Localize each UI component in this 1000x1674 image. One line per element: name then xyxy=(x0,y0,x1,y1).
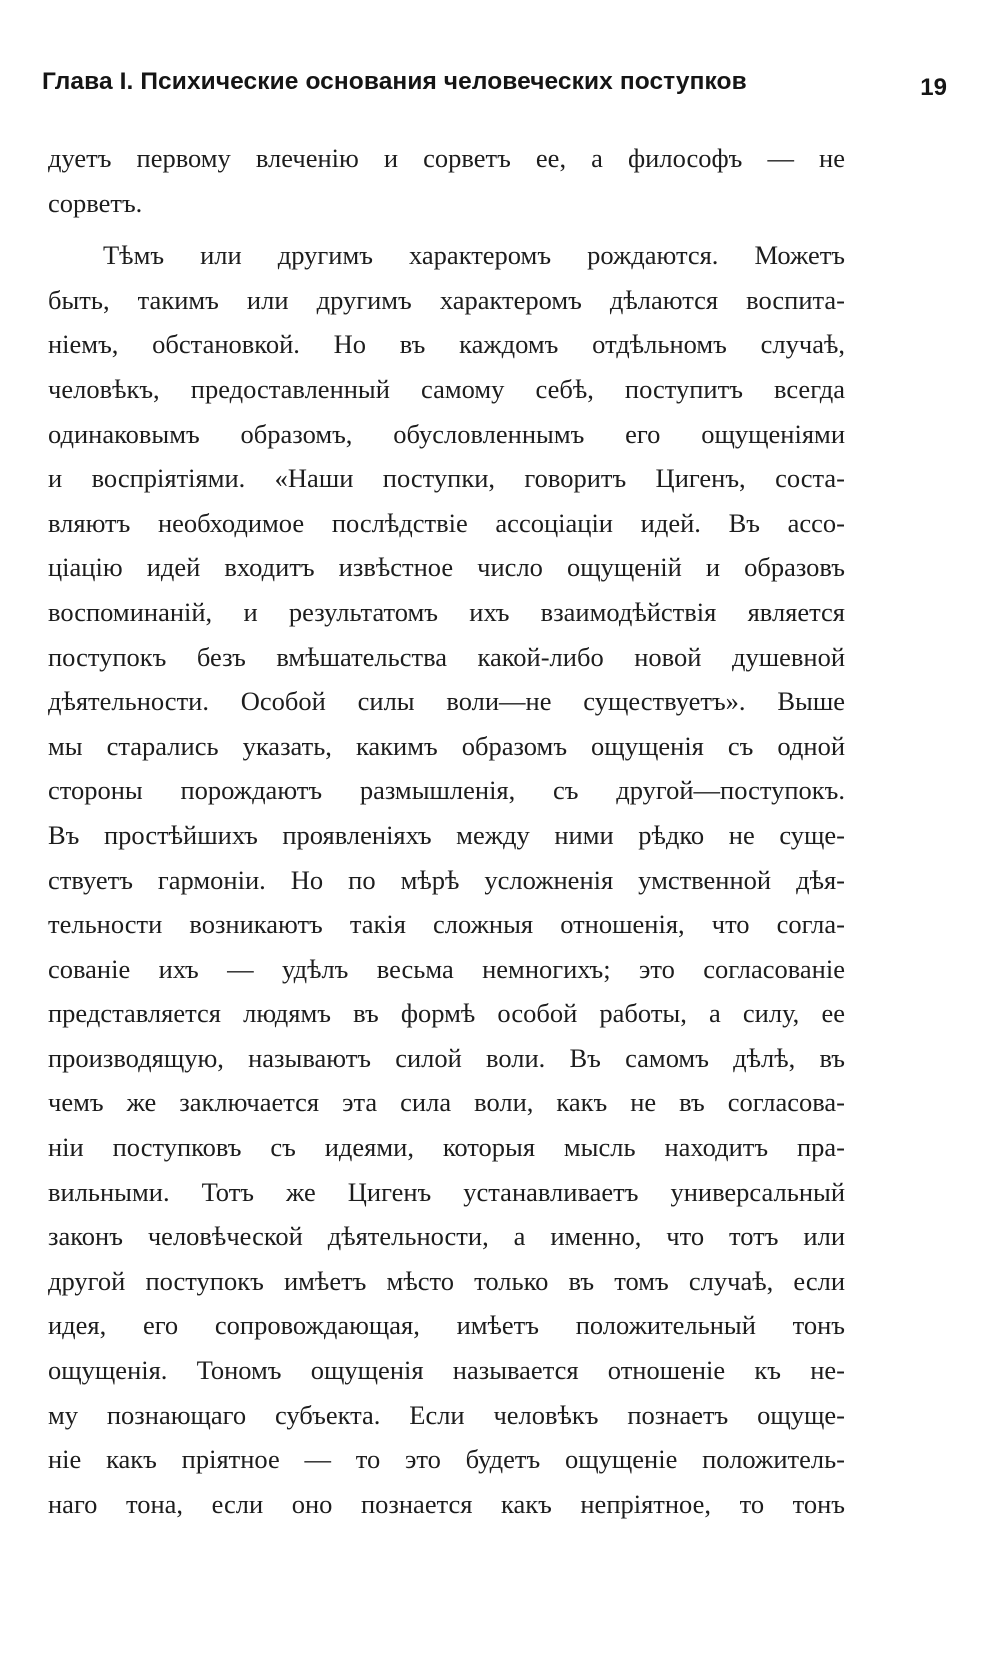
text-line: ніемъ, обстановкой. Но въ каждомъ отдѣльномъ случаѣ, xyxy=(48,329,845,360)
text-line: ніи поступковъ съ идеями, которыя мысль находитъ пра- xyxy=(48,1132,845,1163)
text-line: представляется людямъ въ формѣ особой работы, а силу, ее xyxy=(48,998,845,1029)
text-line: ніе какъ пріятное — то это будетъ ощущеніе положитель- xyxy=(48,1444,845,1475)
text-line: ощущенія. Тономъ ощущенія называется отношеніе къ не- xyxy=(48,1355,845,1386)
text-line: му познающаго субъекта. Если человѣкъ познаетъ ощуще- xyxy=(48,1399,845,1430)
running-header xyxy=(42,68,947,108)
text-line: мы старались указать, какимъ образомъ ощущенія съ одной xyxy=(48,730,845,761)
text-line: ціацію идей входитъ извѣстное число ощущеній и образовъ xyxy=(48,552,845,583)
chapter-title: Глава I. Психические основания человеческих поступков xyxy=(42,68,747,95)
text-line: дуетъ первому влеченію и сорветъ ее, а философъ — не xyxy=(48,143,845,173)
text-line: производящую, называютъ силой воли. Въ самомъ дѣлѣ, въ xyxy=(48,1042,845,1073)
paragraph xyxy=(48,136,845,225)
text-line: вляютъ необходимое послѣдствіе ассоціаціи идей. Въ ассо- xyxy=(48,507,845,538)
text-line: тельности возникаютъ такія сложныя отношенія, что согла- xyxy=(48,909,845,940)
text-line: сованіе ихъ — удѣлъ весьма немногихъ; это согласованіе xyxy=(48,953,845,984)
text-line: Въ простѣйшихъ проявленіяхъ между ними рѣдко не суще- xyxy=(48,819,845,850)
text-line: поступокъ безъ вмѣшательства какой-либо новой душевной xyxy=(48,641,845,672)
text-line: воспоминаній, и результатомъ ихъ взаимодѣйствія является xyxy=(48,596,845,627)
text-line: Тѣмъ или другимъ характеромъ рождаются. Можетъ xyxy=(103,240,845,271)
text-line: быть, такимъ или другимъ характеромъ дѣлаются воспита- xyxy=(48,284,845,315)
text-line: идея, его сопровождающая, имѣетъ положительный тонъ xyxy=(48,1310,845,1341)
text-line: наго тона, если оно познается какъ непріятное, то тонъ xyxy=(48,1488,845,1519)
paragraph xyxy=(48,233,845,1526)
text-line: одинаковымъ образомъ, обусловленнымъ его ощущеніями xyxy=(48,418,845,449)
page-number: 19 xyxy=(920,74,947,101)
text-line: человѣкъ, предоставленный самому себѣ, поступитъ всегда xyxy=(48,373,845,404)
text-line: чемъ же заключается эта сила воли, какъ не въ согласова- xyxy=(48,1087,845,1118)
text-line: другой поступокъ имѣетъ мѣсто только въ томъ случаѣ, если xyxy=(48,1265,845,1296)
text-line: и воспріятіями. «Наши поступки, говоритъ Цигенъ, соста- xyxy=(48,463,845,494)
body-text xyxy=(48,136,845,1526)
text-line: вильными. Тотъ же Цигенъ устанавливаетъ универсальный xyxy=(48,1176,845,1207)
text-line: законъ человѣческой дѣятельности, а именно, что тотъ или xyxy=(48,1221,845,1252)
text-line: сорветъ. xyxy=(48,187,143,218)
text-line: ствуетъ гармоніи. Но по мѣрѣ усложненія умственной дѣя- xyxy=(48,864,845,895)
text-line: стороны порождаютъ размышленія, съ другой—поступокъ. xyxy=(48,775,845,806)
text-line: дѣятельности. Особой силы воли—не существуетъ». Выше xyxy=(48,686,845,717)
